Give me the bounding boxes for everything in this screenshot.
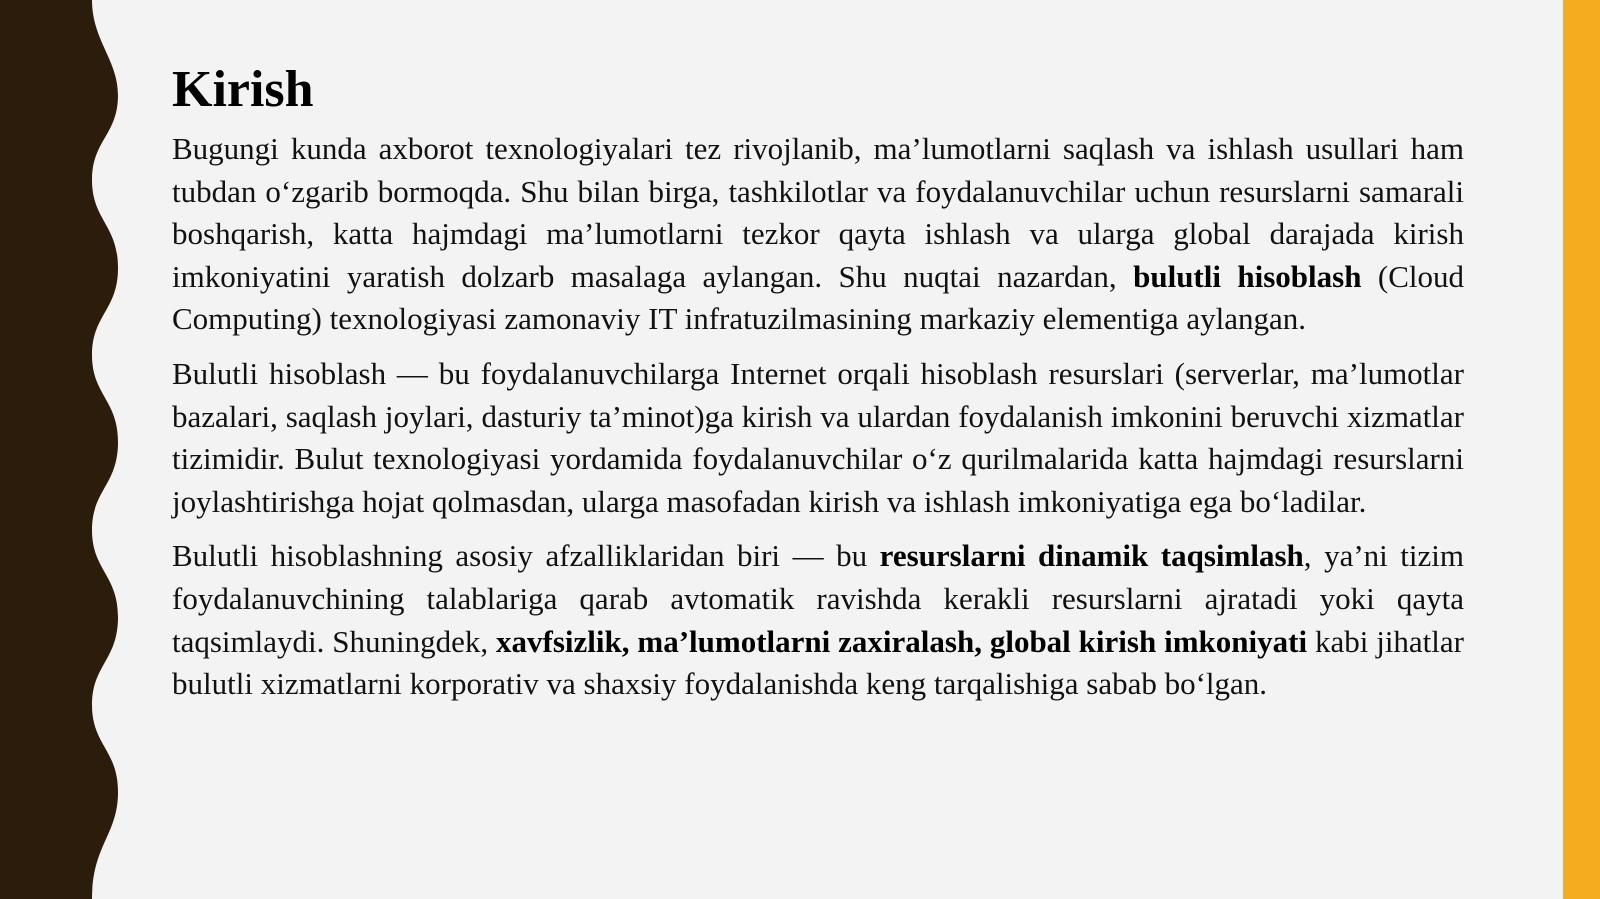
slide-content — [172, 52, 1464, 718]
paragraph-text: Bulutli hisoblash — bu foydalanuvchilarga Internet orqali hisoblash resurslari (serverlar, ma’lumotlar bazalari, saqlash joylari, dasturiy ta’minot)ga kirish va ulardan foydalanish imkonini beruvchi xizmatlar tizimidir. Bulut texnologiyasi yordamida foydalanuvchilar o‘z qurilmalarida katta hajmdagi resurslarni joylashtirishga hojat qolmasdan, ularga masofadan kirish va ishlash imkoniyatiga ega bo‘ladilar. — [172, 355, 1464, 519]
body-paragraph — [172, 128, 1464, 341]
slide-body — [172, 128, 1464, 706]
accent-stripe — [1563, 0, 1600, 899]
slide-title: Kirish — [172, 61, 314, 118]
paragraph-text: (Cloud Computing) texnologiyasi zamonaviy IT infratuzilmasining markaziy elementiga aylangan. — [172, 258, 1464, 337]
bold-text: resurslarni dinamik taqsimlash — [879, 538, 1304, 574]
paragraph-text: kabi jihatlar bulutli xizmatlarni korporativ va shaxsiy foydalanishda keng tarqalishiga sabab bo‘lgan. — [172, 623, 1464, 702]
body-paragraph — [172, 353, 1464, 523]
decorative-wavy-band — [0, 0, 130, 899]
paragraph-text: Bugungi kunda axborot texnologiyalari tez rivojlanib, ma’lumotlarni saqlash va ishlash usullari ham tubdan o‘zgarib bormoqda. Shu bilan birga, tashkilotlar va foydalanuvchilar uchun resurslarni samarali boshqarish, katta hajmdagi ma’lumotlarni tezkor qayta ishlash va ularga global darajada kirish imkoniyatini yaratish dolzarb masalaga aylangan. Shu nuqtai nazardan, — [172, 131, 1464, 294]
bold-text: bulutli hisoblash — [1133, 258, 1362, 294]
body-paragraph — [172, 535, 1464, 705]
paragraph-text: Bulutli hisoblashning asosiy afzalliklaridan biri — bu — [172, 538, 880, 574]
paragraph-text: , ya’ni tizim foydalanuvchining talablariga qarab avtomatik ravishda kerakli resurslarni ajratadi yoki qayta taqsimlaydi. Shuningdek, — [172, 538, 1464, 659]
bold-text: xavfsizlik, ma’lumotlarni zaxiralash, global kirish imkoniyati — [496, 623, 1308, 659]
